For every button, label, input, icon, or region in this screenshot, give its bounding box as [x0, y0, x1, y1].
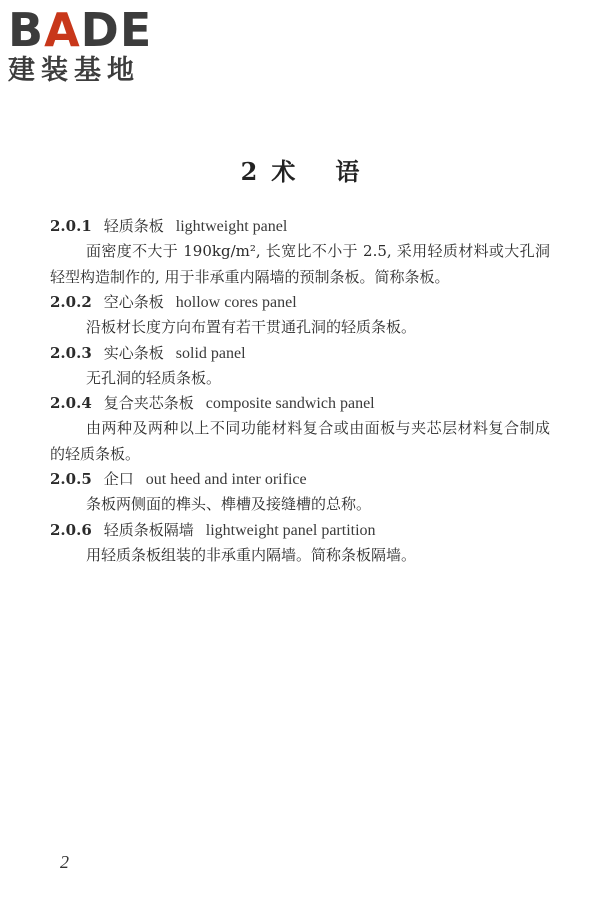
term-entry — [50, 341, 550, 392]
term-english: lightweight panel — [175, 218, 288, 235]
term-number: 2.0.2 — [50, 293, 92, 311]
logo-subtitle: 建装基地 — [8, 55, 140, 86]
term-english: out heed and inter orifice — [145, 471, 307, 488]
term-entry — [50, 518, 550, 569]
term-definition: 无孔洞的轻质条板。 — [86, 368, 222, 387]
chapter-title — [0, 152, 600, 187]
term-definition: 面密度不大于 190kg/m², 长宽比不小于 2.5, 采用轻质材料或大孔洞轻型构造制作的, 用于非承重内隔墙的预制条板。简称条板。 — [50, 242, 550, 286]
term-english: composite sandwich panel — [205, 395, 375, 412]
term-english: hollow cores panel — [175, 294, 297, 311]
term-number: 2.0.4 — [50, 394, 92, 412]
term-chinese: 复合夹芯条板 — [103, 394, 194, 412]
logo-wordmark: BADE — [8, 3, 153, 57]
term-english: solid panel — [175, 344, 246, 362]
term-definition: 由两种及两种以上不同功能材料复合或由面板与夹芯层材料复合制成的轻质条板。 — [50, 419, 550, 463]
term-english: lightweight panel partition — [205, 521, 376, 539]
term-chinese: 轻质条板隔墙 — [103, 520, 194, 539]
term-number: 2.0.6 — [50, 520, 92, 539]
term-chinese: 轻质条板 — [103, 217, 164, 235]
term-entry — [50, 290, 550, 341]
term-entry — [50, 391, 550, 467]
terms-list — [50, 214, 550, 568]
term-number: 2.0.5 — [50, 470, 92, 488]
page-number: 2 — [60, 852, 69, 872]
chapter-word-1: 术 — [271, 157, 296, 186]
term-number: 2.0.3 — [50, 343, 92, 362]
term-chinese: 实心条板 — [103, 343, 164, 362]
bade-logo — [8, 3, 178, 88]
chapter-word-2: 语 — [335, 157, 360, 186]
term-definition: 用轻质条板组装的非承重内隔墙。简称条板隔墙。 — [86, 545, 417, 564]
term-entry — [50, 214, 550, 290]
term-chinese: 企口 — [103, 470, 134, 488]
term-chinese: 空心条板 — [103, 293, 164, 311]
term-definition: 条板两侧面的榫头、榫槽及接缝槽的总称。 — [86, 495, 372, 513]
term-number: 2.0.1 — [50, 217, 92, 235]
term-definition: 沿板材长度方向布置有若干贯通孔洞的轻质条板。 — [86, 318, 417, 336]
term-entry — [50, 467, 550, 518]
chapter-number: 2 — [240, 157, 258, 186]
